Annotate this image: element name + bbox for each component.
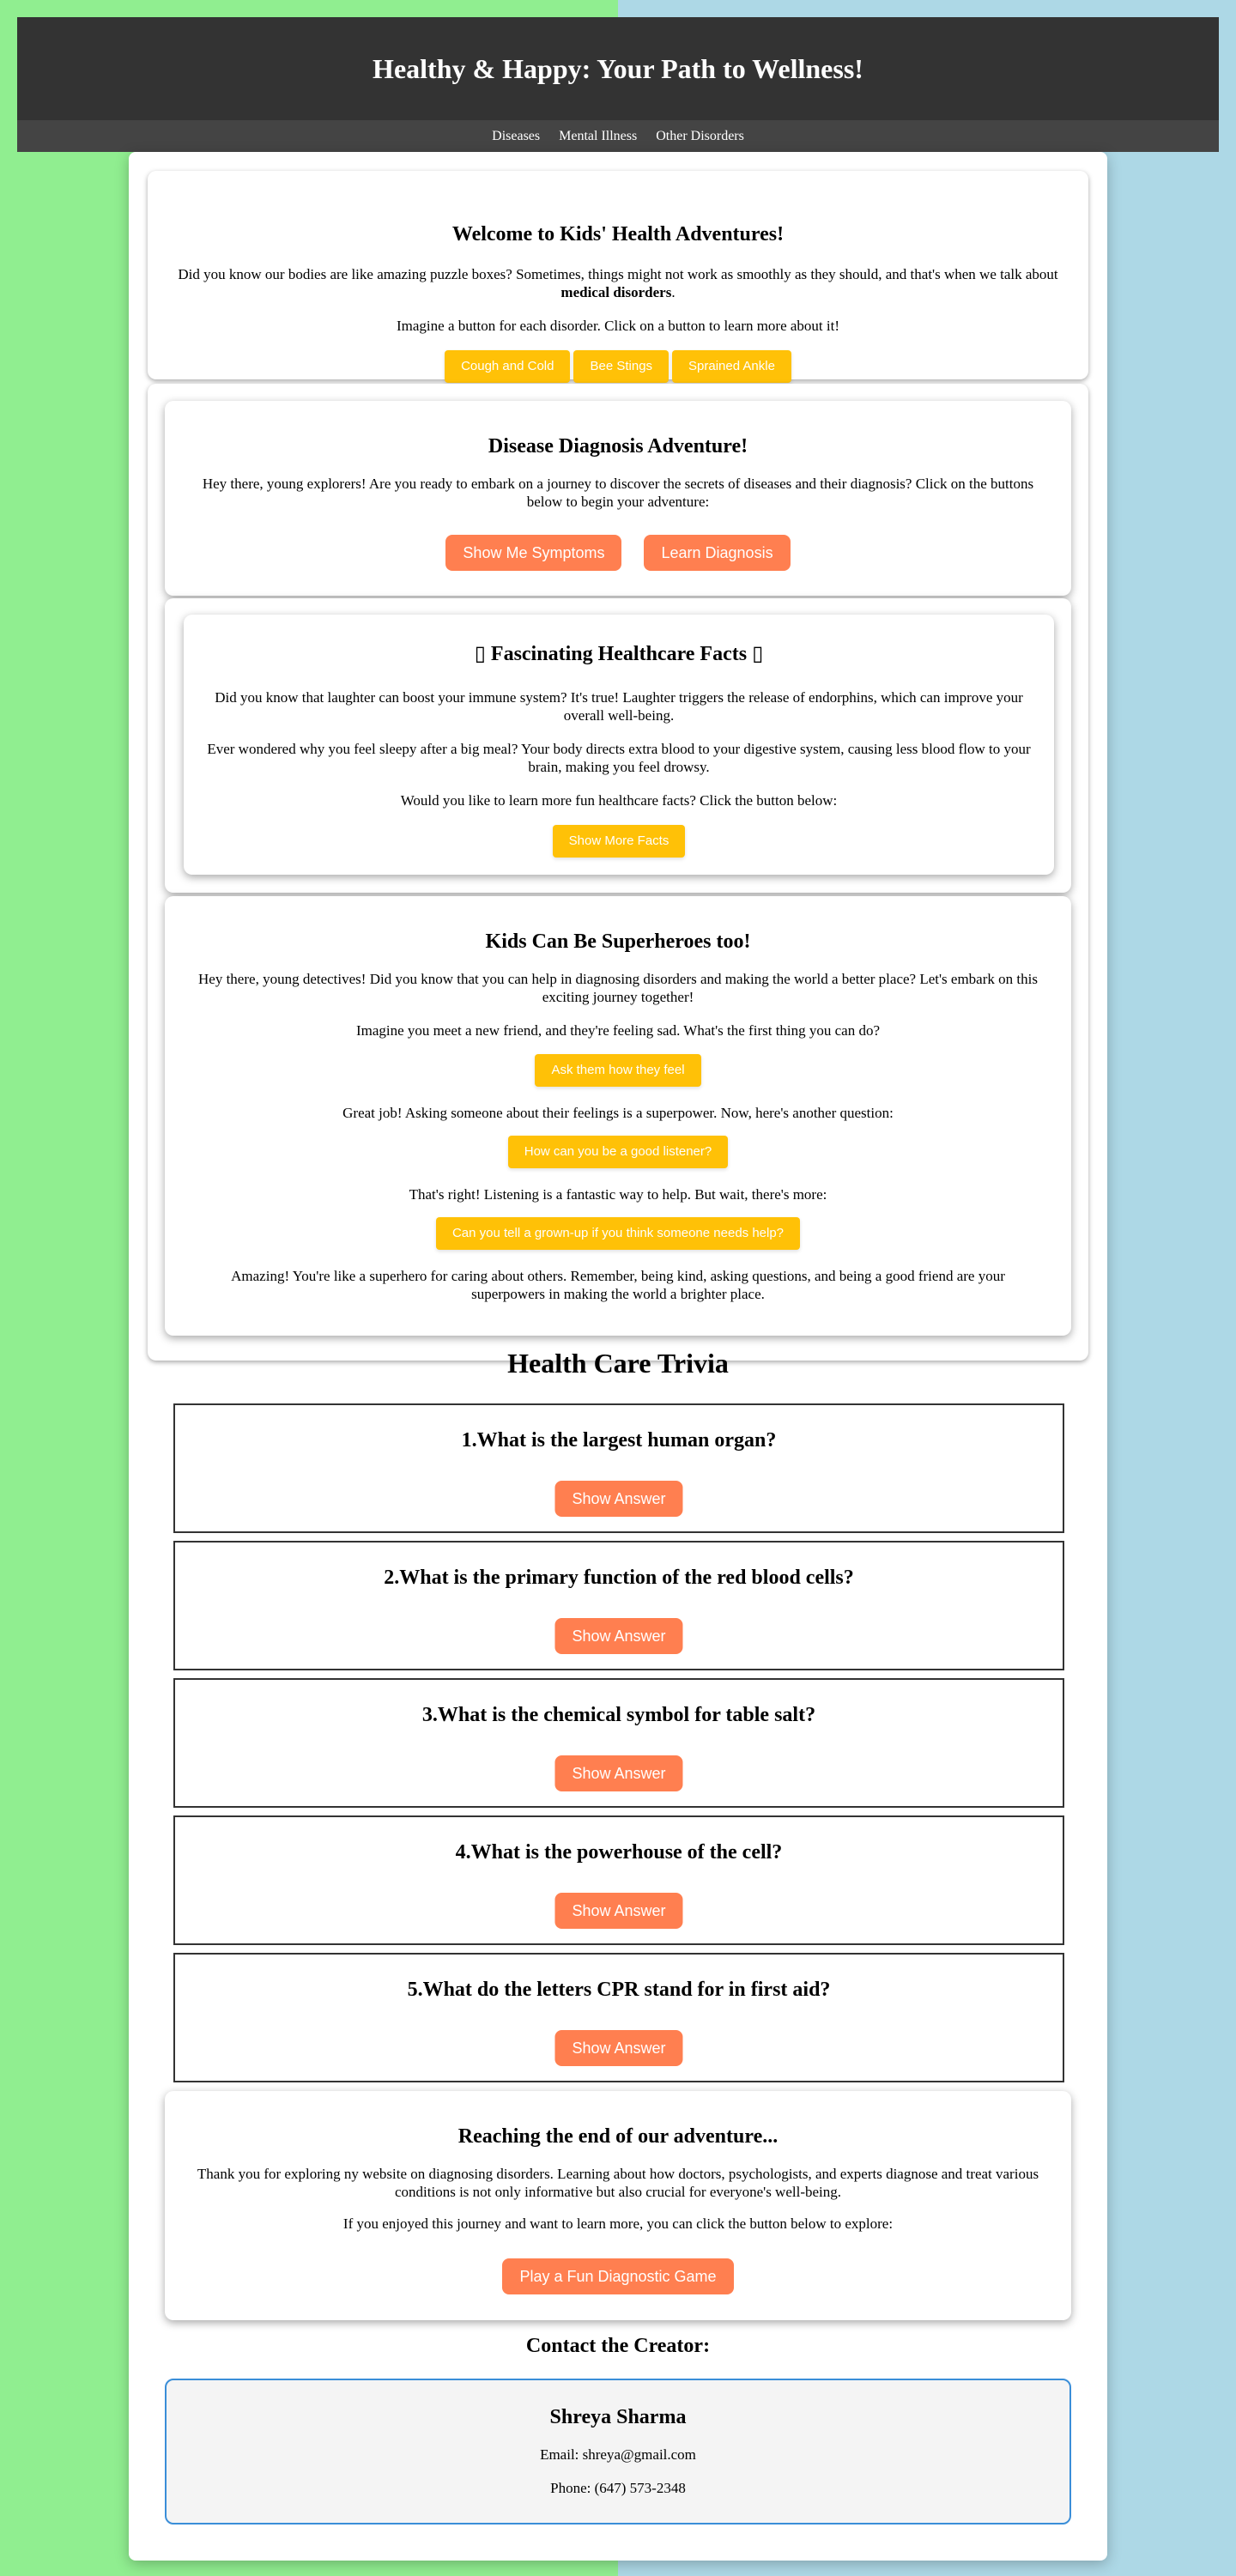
diagnosis-title: Disease Diagnosis Adventure! — [488, 435, 748, 458]
facts-section — [184, 615, 1054, 875]
ending-title: Reaching the end of our adventure... — [457, 2125, 779, 2148]
welcome-title: Welcome to Kids' Health Adventures! — [451, 223, 785, 245]
superheroes-intro: Hey there, young detectives! Did you know that you can help in diagnosing disorders and making the world a better place? Let's embark on this exciting journey together! — [198, 971, 1038, 1005]
ending-section — [165, 2091, 1071, 2320]
trivia-question-card — [173, 1953, 1064, 2082]
main-content — [129, 152, 1107, 2561]
tell-a-grown-up-button[interactable]: Can you tell a grown-up if you think someone needs help? — [436, 1217, 800, 1250]
welcome-prompt: Imagine a button for each disorder. Click on a button to learn more about it! — [397, 318, 839, 334]
trivia-title: Health Care Trivia — [507, 1348, 729, 1379]
contact-heading: Contact the Creator: — [525, 2335, 711, 2357]
nav-link-diseases[interactable]: Diseases — [492, 129, 541, 143]
creator-phone: Phone: (647) 573-2348 — [550, 2480, 686, 2496]
cough-and-cold-button[interactable]: Cough and Cold — [445, 350, 570, 383]
play-diagnostic-game-button[interactable]: Play a Fun Diagnostic Game — [502, 2258, 733, 2294]
show-answer-button[interactable]: Show Answer — [554, 1893, 682, 1929]
contact-card — [165, 2379, 1071, 2524]
trivia-question-card — [173, 1815, 1064, 1945]
trivia-question-card — [173, 1541, 1064, 1670]
learn-diagnosis-button[interactable]: Learn Diagnosis — [644, 535, 790, 571]
superheroes-outro: Amazing! You're like a superhero for caring about others. Remember, being kind, asking questions, and being a good friend are your superpowers in making the world a brighter place. — [231, 1268, 1005, 1302]
site-header — [17, 17, 1219, 152]
show-answer-button[interactable]: Show Answer — [554, 1755, 682, 1791]
ending-text: Thank you for exploring ny website on diagnosing disorders. Learning about how doctors, psychologists, and experts diagnose and treat various conditions is not only informative but also crucial for everyone's well-being. — [197, 2166, 1039, 2200]
show-answer-button[interactable]: Show Answer — [554, 1618, 682, 1654]
superheroes-question-1: Imagine you meet a new friend, and they're feeling sad. What's the first thing you can do? — [355, 1022, 881, 1039]
site-title: Healthy & Happy: Your Path to Wellness! — [373, 53, 863, 84]
fact-laughter: Did you know that laughter can boost your immune system? It's true! Laughter triggers the release of endorphins, which can improve your overall well-being. — [215, 689, 1023, 724]
trivia-question: 2.What is the primary function of the red blood cells? — [384, 1567, 854, 1589]
ending-prompt: If you enjoyed this journey and want to learn more, you can click the button below to explore: — [342, 2215, 894, 2232]
show-me-symptoms-button[interactable]: Show Me Symptoms — [445, 535, 621, 571]
welcome-section — [148, 171, 1088, 379]
sprained-ankle-button[interactable]: Sprained Ankle — [672, 350, 791, 383]
bee-stings-button[interactable]: Bee Stings — [573, 350, 669, 383]
trivia-question-card — [173, 1678, 1064, 1808]
diagnosis-section — [165, 401, 1071, 596]
nav-link-mental-illness[interactable]: Mental Illness — [559, 129, 638, 143]
superheroes-question-2: Great job! Asking someone about their feelings is a superpower. Now, here's another question: — [342, 1105, 894, 1121]
trivia-question-card — [173, 1403, 1064, 1533]
trivia-question: 1.What is the largest human organ? — [461, 1429, 777, 1452]
trivia-question: 5.What do the letters CPR stand for in first aid? — [407, 1979, 831, 2001]
disorder-buttons — [148, 350, 1088, 383]
good-listener-button[interactable]: How can you be a good listener? — [508, 1136, 728, 1168]
facts-title: ▯ Fascinating Healthcare Facts ▯ — [474, 643, 764, 665]
show-answer-button[interactable]: Show Answer — [554, 2030, 682, 2066]
sparkle-icon: ▯ — [474, 643, 486, 665]
superheroes-title: Kids Can Be Superheroes too! — [485, 930, 751, 953]
diagnosis-text: Hey there, young explorers! Are you ready to embark on a journey to discover the secrets of diseases and their diagnosis? Click on the buttons below to begin your adventure: — [202, 476, 1034, 510]
facts-prompt: Would you like to learn more fun healthcare facts? Click the button below: — [400, 792, 838, 809]
creator-name: Shreya Sharma — [549, 2406, 687, 2428]
trivia-question: 3.What is the chemical symbol for table salt? — [421, 1704, 816, 1726]
trivia-question: 4.What is the powerhouse of the cell? — [455, 1841, 783, 1864]
diagnosis-buttons — [165, 535, 1071, 571]
medical-disorders-bold: medical disorders — [560, 284, 672, 300]
sparkle-icon: ▯ — [752, 643, 764, 665]
show-more-facts-button[interactable]: Show More Facts — [553, 825, 686, 858]
superheroes-section — [165, 896, 1071, 1336]
creator-email: Email: shreya@gmail.com — [540, 2446, 696, 2463]
fact-sleepy: Ever wondered why you feel sleepy after a big meal? Your body directs extra blood to your digestive system, causing less blood flow to your brain, making you feel drowsy. — [207, 741, 1031, 775]
show-answer-button[interactable]: Show Answer — [554, 1481, 682, 1517]
welcome-intro: Did you know our bodies are like amazing puzzle boxes? Sometimes, things might not work as smoothly as they should, and that's when we talk about medical disorders. — [178, 266, 1058, 300]
nav-link-other-disorders[interactable]: Other Disorders — [656, 129, 744, 143]
superheroes-question-3: That's right! Listening is a fantastic way to help. But wait, there's more: — [409, 1186, 827, 1203]
ask-how-they-feel-button[interactable]: Ask them how they feel — [535, 1054, 700, 1087]
main-nav — [17, 120, 1219, 152]
